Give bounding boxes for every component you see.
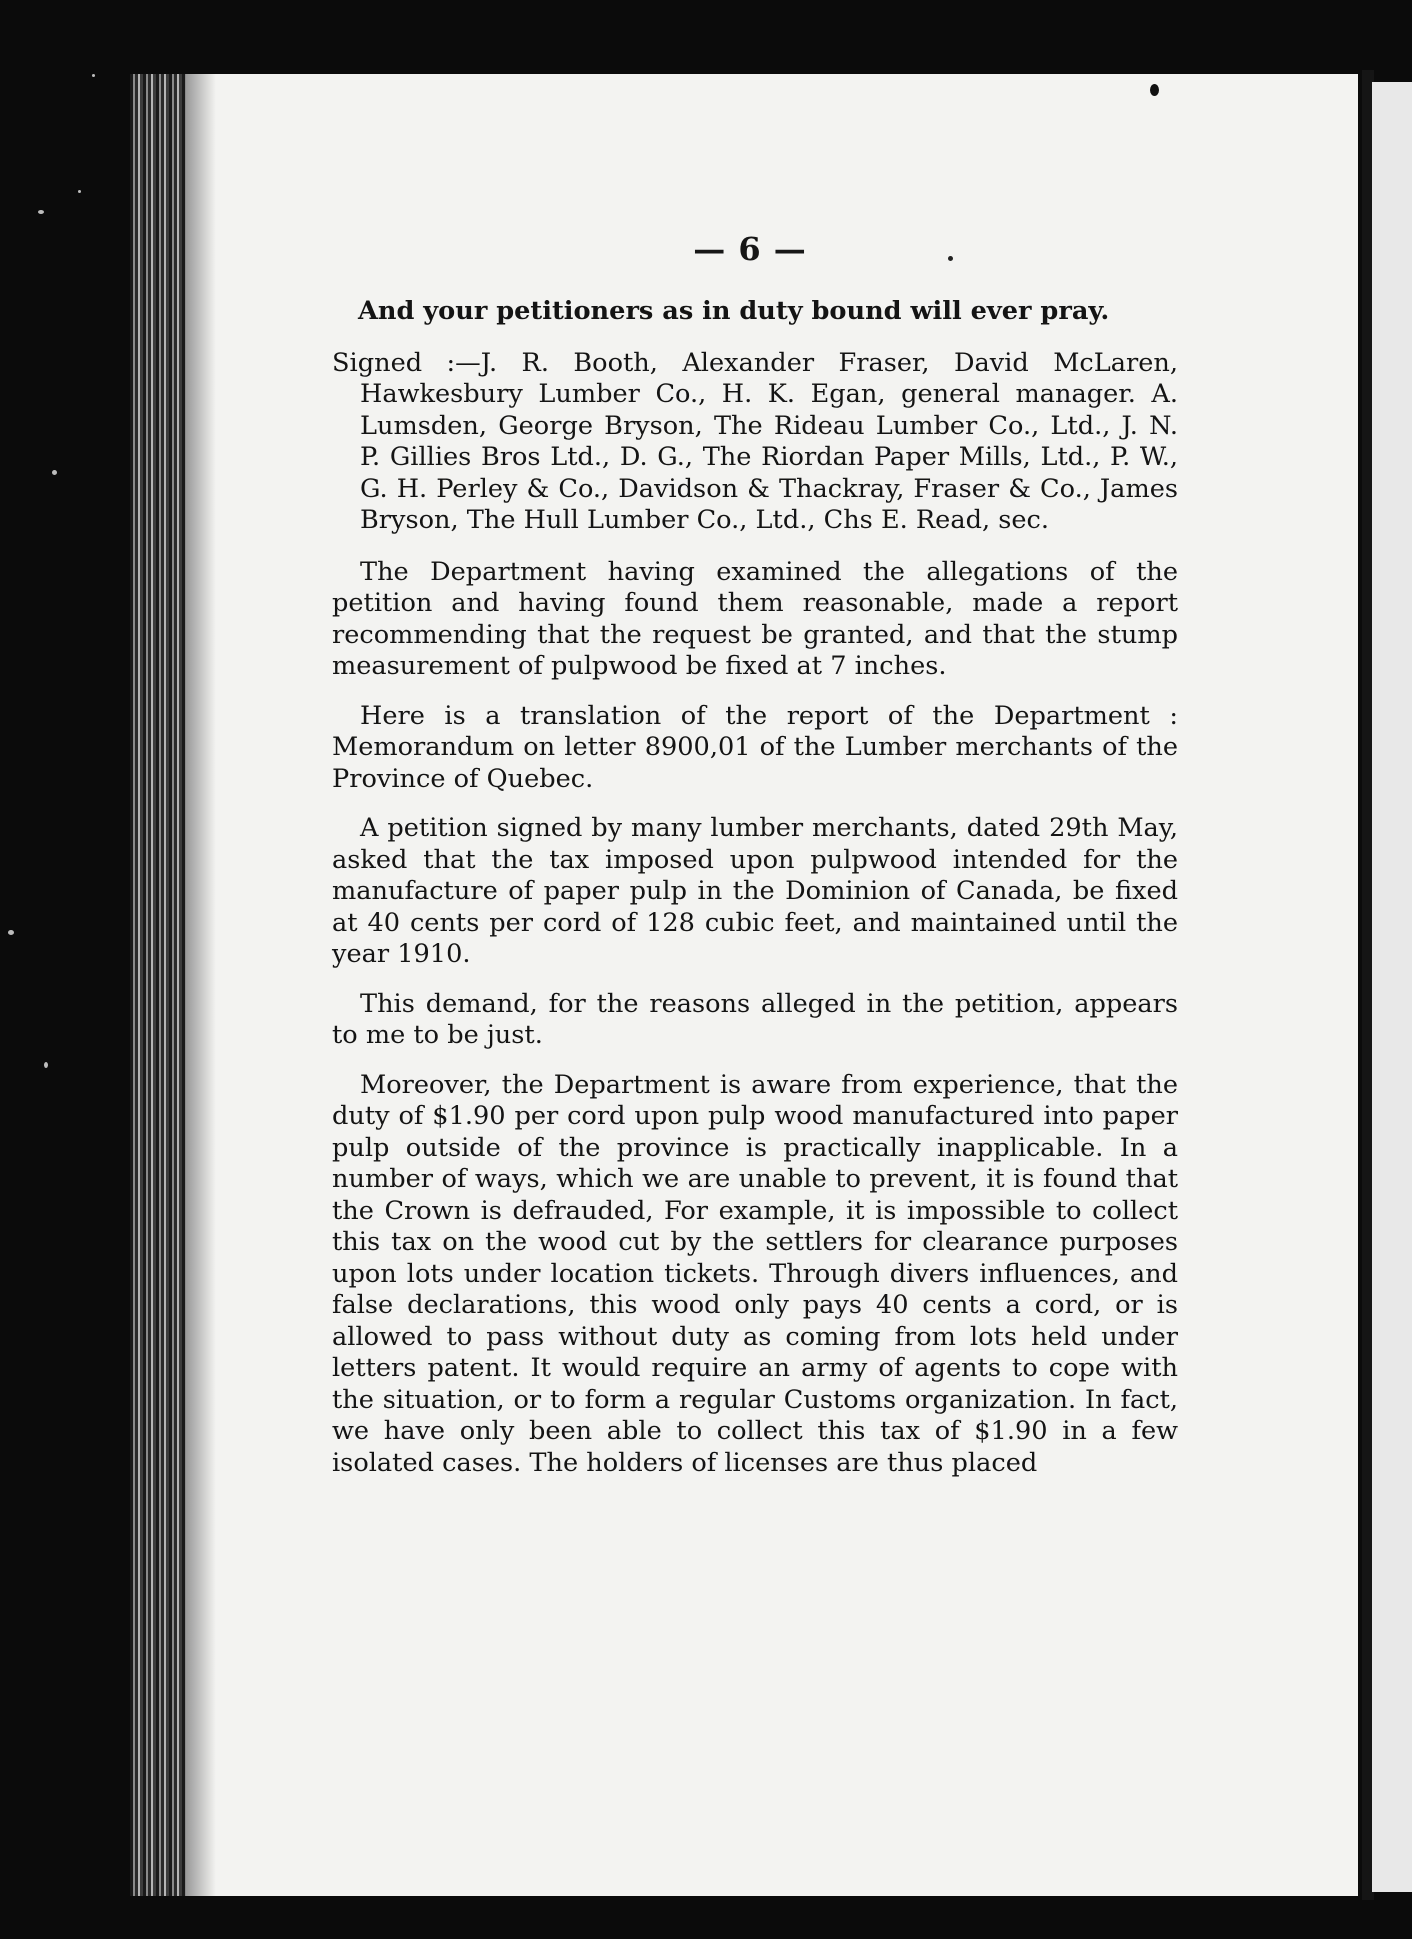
adjacent-page-edge <box>1372 82 1412 1892</box>
film-speck <box>44 1062 48 1068</box>
ink-dot <box>1150 84 1159 96</box>
film-speck <box>92 74 95 77</box>
body-text <box>332 296 1178 1497</box>
film-speck <box>52 470 57 475</box>
body-paragraph: This demand, for the reasons alleged in the petition, appears to me to be just. <box>332 988 1178 1050</box>
film-speck <box>38 210 44 214</box>
page-number: — 6 — <box>693 230 807 268</box>
closing-line: And your petitioners as in duty bound will ever pray. <box>358 296 1110 326</box>
gutter-shadow <box>186 74 216 1896</box>
film-speck <box>8 930 14 935</box>
body-paragraph: A petition signed by many lumber merchants, dated 29th May, asked that the tax imposed upon pulpwood intended for the manufacture of paper pulp in the Dominion of Canada, be fixed at 40 cents per cord of 128 cubic feet, and maintained until the year 1910. <box>332 813 1178 969</box>
film-speck <box>78 190 81 193</box>
binding-gutter <box>130 74 186 1896</box>
body-paragraph: Here is a translation of the report of the Department : Memorandum on letter 8900,01 of the Lumber merchants of the Province of Quebec. <box>332 700 1178 794</box>
body-paragraph: The Department having examined the allegations of the petition and having found them reasonable, made a report recommending that the request be granted, and that the stump measurement of pulpwood be fixed at 7 inches. <box>332 556 1178 681</box>
signatories-paragraph: Signed :—J. R. Booth, Alexander Fraser, David McLaren, Hawkesbury Lumber Co., H. K. Egan, general manager. A. Lumsden, George Bryson, The Rideau Lumber Co., Ltd., J. N. P. Gillies Bros Ltd., D. G., The Riordan Paper Mills, Ltd., P. W., G. H. Perley & Co., Davidson & Thackray, Fraser & Co., James Bryson, The Hull Lumber Co., Ltd., Chs E. Read, sec. <box>332 347 1178 535</box>
ink-dot <box>948 256 953 261</box>
body-paragraph: Moreover, the Department is aware from experience, that the duty of $1.90 per cord upon pulp wood manufactured into paper pulp outside of the province is practically inapplicable. In a number of ways, which we are unable to prevent, it is found that the Crown is defrauded, For example, it is impossible to collect this tax on the wood cut by the settlers for clearance purposes upon lots under location tickets. Through divers influences, and false declarations, this wood only pays 40 cents a cord, or is allowed to pass without duty as coming from lots held under letters patent. It would require an army of agents to cope with the situation, or to form a regular Customs organization. In fact, we have only been able to collect this tax of $1.90 in a few isolated cases. The holders of licenses are thus placed <box>332 1069 1178 1478</box>
